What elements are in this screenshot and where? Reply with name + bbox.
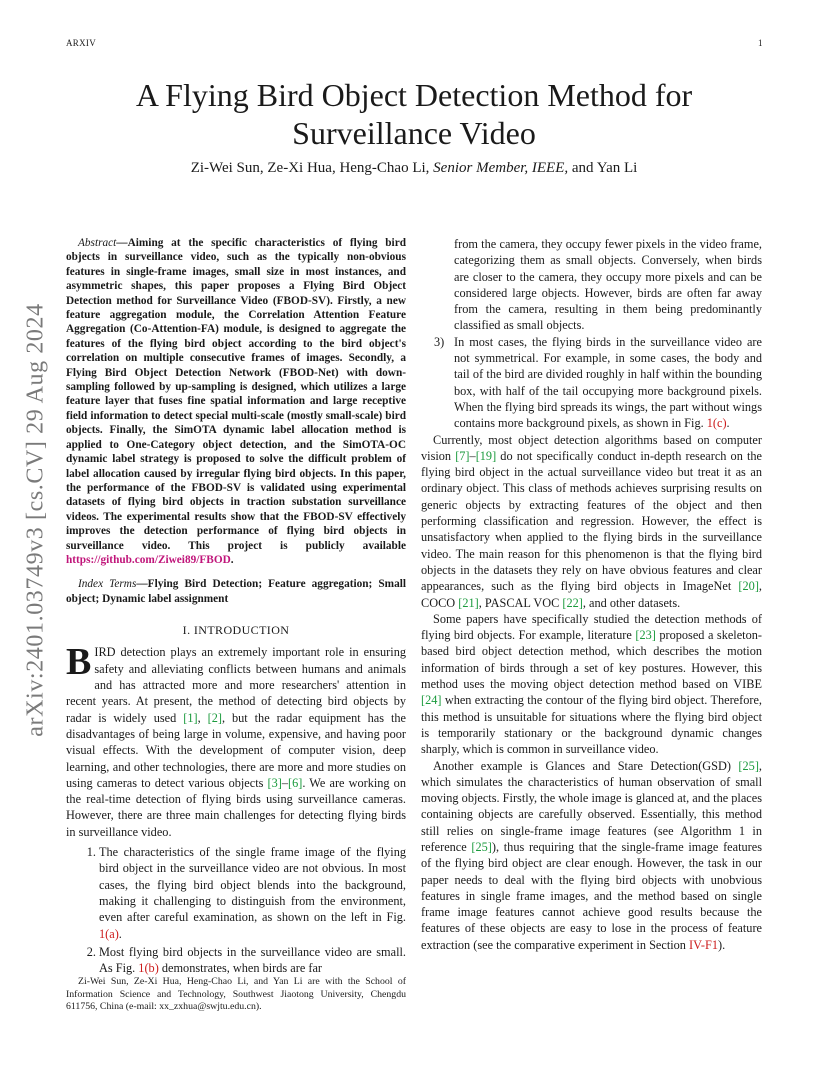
text-run: Another example is Glances and Stare Detection(GSD): [433, 758, 739, 773]
text-run: Currently, most object detection algorithms based on computer vision: [421, 432, 762, 463]
paragraph: [421, 432, 762, 611]
text-run: when extracting the contour of the flying bird object. Therefore, this method is unsuitable for situations where the flying bird object is temporarily stationary or the background dynamic changes sharply, which is common in surveillance video.: [421, 693, 762, 757]
text-run: .: [726, 416, 730, 431]
text-run: do not specifically conduct in-depth research on the flying bird object in the actual surveillance video but treat it as an ordinary object. This class of methods achieves surprising results on generic objects by extracting features of the object and then performing classification and regression. However, the effect is unsatisfactory when applied to the flying birds in the surveillance video. The main reason for this phenomenon is that the flying bird objects in the datasets they rely on have obvious features and clear appearances, such as the flying bird objects in ImageNet: [421, 448, 762, 594]
citation-link[interactable]: [20]: [738, 579, 759, 594]
dropcap: B: [66, 641, 92, 684]
intro-paragraph: [66, 641, 406, 840]
paper-title: A Flying Bird Object Detection Method for Surveillance Video: [135, 77, 693, 151]
text-run: demonstrates, when birds are far: [158, 961, 323, 976]
text-run: The characteristics of the single frame image of the flying bird object in the surveillance video are not obvious. In most cases, the flying bird object blends into the background, making it challenging to distinguish from the environment, even after careful examination, as shown on the left in Fig.: [99, 845, 406, 925]
citation-link[interactable]: [22]: [562, 595, 583, 610]
citation-link[interactable]: [7]: [455, 448, 470, 463]
figure-link[interactable]: 1(b): [138, 961, 159, 976]
index-terms-text: —Flying Bird Detection; Feature aggregation; Small object; Dynamic label assignment: [66, 578, 406, 605]
list-item: [434, 334, 762, 432]
citation-link[interactable]: [21]: [458, 595, 479, 610]
footnote: Zi-Wei Sun, Ze-Xi Hua, Heng-Chao Li, and Yan Li are with the School of Information Science and Technology, Southwest Jiaotong University, Chengdu 611756, China (e-mail: xx_zxhua@swjtu.edu.cn).: [66, 976, 406, 1012]
left-column: [66, 236, 406, 978]
citation-link[interactable]: [3]: [267, 775, 282, 790]
citation-link[interactable]: [1]: [183, 710, 198, 725]
section-link[interactable]: IV-F1: [689, 937, 718, 952]
abstract-end: .: [230, 553, 234, 566]
text-run: proposed a skeleton-based bird object detection method, which describes the motion information of birds through a set of key postures. However, this method uses the moving object detection method based on VIBE: [421, 628, 762, 692]
abstract-text: —Aiming at the specific characteristics of flying bird objects in surveillance video, such as the typically non-obvious features in single-frame images, small size in most instances, and asymmetric shapes, this paper proposes a Flying Bird Object Detection method for Surveillance Video (FBOD-SV). Firstly, a new feature aggregation module, the Correlation Attention Feature Aggregation (Co-Attention-FA) module, is designed to aggregate the features of the flying bird object according to the bird object's correlation on multiple consecutive frames of images. Secondly, a Flying Bird Object Detection Network (FBOD-Net) with down-sampling followed by up-sampling is designed, which utilizes a large feature layer that fuses fine spatial information and large receptive field information to detect special multi-scale (mostly small-scale) bird objects. Finally, the SimOTA dynamic label allocation method is applied to One-Category object detection, and the SimOTA-OC dynamic label strategy is proposed to solve the difficult problem of label allocation caused by irregular flying bird objects. In this paper, the performance of the FBOD-SV is validated using experimental datasets of flying bird objects in traction substation surveillance videos. The experimental results show that the FBOD-SV effectively improves the detection performance of flying bird objects in surveillance video. This project is publicly available: [66, 237, 406, 552]
list-item: [454, 236, 762, 334]
citation-link[interactable]: [23]: [635, 628, 656, 643]
text-run: , and other datasets.: [582, 595, 681, 610]
author-names: Zi-Wei Sun, Ze-Xi Hua, Heng-Chao Li,: [190, 160, 430, 176]
challenge-list: [66, 844, 406, 976]
text-run: In most cases, the flying birds in the surveillance video are not symmetrical. For example, in some cases, the body and tail of the bird are divided roughly in half within the bounding box, with half of the tail occupying more background pixels. When the flying bird spreads its wings, the part without wings contains more background pixels, as shown in Fig.: [454, 334, 762, 431]
paragraph: [421, 758, 762, 954]
text-run: .: [118, 926, 122, 941]
text-run: Most flying bird objects in the surveillance video are small. As Fig.: [99, 944, 406, 976]
citation-link[interactable]: [2]: [207, 710, 222, 725]
right-column: [421, 236, 762, 953]
page-number: 1: [758, 38, 763, 48]
text-run: , PASCAL VOC: [478, 595, 563, 610]
citation-link[interactable]: [25]: [471, 839, 492, 854]
list-item: [99, 844, 406, 942]
citation-link[interactable]: [25]: [738, 758, 759, 773]
paragraph: [421, 611, 762, 758]
list-item: [99, 944, 406, 977]
text-run: –: [469, 448, 476, 463]
index-terms: [66, 577, 406, 606]
arxiv-stamp: arXiv:2401.03749v3 [cs.CV] 29 Aug 2024: [22, 303, 49, 737]
abstract: [66, 236, 406, 567]
index-terms-lead: Index Terms: [78, 578, 137, 591]
text-run: Some papers have specifically studied the detection methods of flying bird objects. For example, literature: [421, 611, 762, 643]
text-run: from the camera, they occupy fewer pixels in the video frame, categorizing them as small objects. Conversely, when birds are closer to the camera, they occupy more pixels and can be considered large objects. However, birds are often far away from the camera, resulting in them being predominantly classified as small objects.: [454, 237, 762, 333]
text-run: ), thus requiring that the single-frame image features of the flying bird object are clear enough. However, the task in our paper needs to deal with the flying bird objects with unobvious features in single frame images, and the method based on single frame image features cannot achieve good results because the features of these objects are easy to lose in the process of feature extraction (see the comparative experiment in Section: [421, 839, 762, 952]
text-run: , which simulates the characteristics of human observation of small moving objects. Firstly, the whole image is glanced at, and the places containing objects are carefully observed. Essentially, this method still relies on single-frame image features (see Algorithm 1 in reference: [421, 758, 762, 854]
citation-link[interactable]: [19]: [475, 448, 497, 463]
text-run: ,: [197, 710, 208, 725]
text-run: ).: [717, 937, 726, 952]
challenge-list-continued: [421, 236, 762, 432]
citation-link[interactable]: [6]: [288, 775, 303, 790]
figure-link[interactable]: 1(c): [706, 416, 727, 431]
project-link[interactable]: https://github.com/Ziwei89/FBOD: [66, 553, 231, 566]
list-number: 3): [434, 334, 445, 349]
running-header: ARXIV: [66, 38, 96, 48]
text-run: IRD detection plays an extremely important role in ensuring safety and alleviating conflicts between humans and animals and has attracted more and more researchers' attention in recent years. At present, the method of detecting bird objects by radar is widely used: [66, 645, 406, 725]
text-run: , but the radar equipment has the disadvantages of being large in volume, expensive, and having poor visual effects. With the development of computer vision, deep learning, and other technologies, there are more and more studies on using cameras to detect various objects: [66, 710, 406, 790]
section-heading: I. INTRODUCTION: [182, 623, 290, 638]
figure-link[interactable]: 1(a): [99, 926, 119, 941]
author-last: and Yan Li: [571, 160, 638, 176]
text-run: , COCO: [421, 579, 762, 610]
citation-link[interactable]: [24]: [421, 693, 442, 708]
text-run: –: [281, 775, 288, 790]
text-run: . We are working on the real-time detection of flying birds using surveillance cameras. However, there are three main challenges for detecting flying birds in surveillance video.: [66, 775, 406, 839]
abstract-lead: Abstract: [78, 237, 117, 249]
author-line: [66, 160, 762, 177]
author-role: Senior Member, IEEE,: [433, 160, 569, 176]
